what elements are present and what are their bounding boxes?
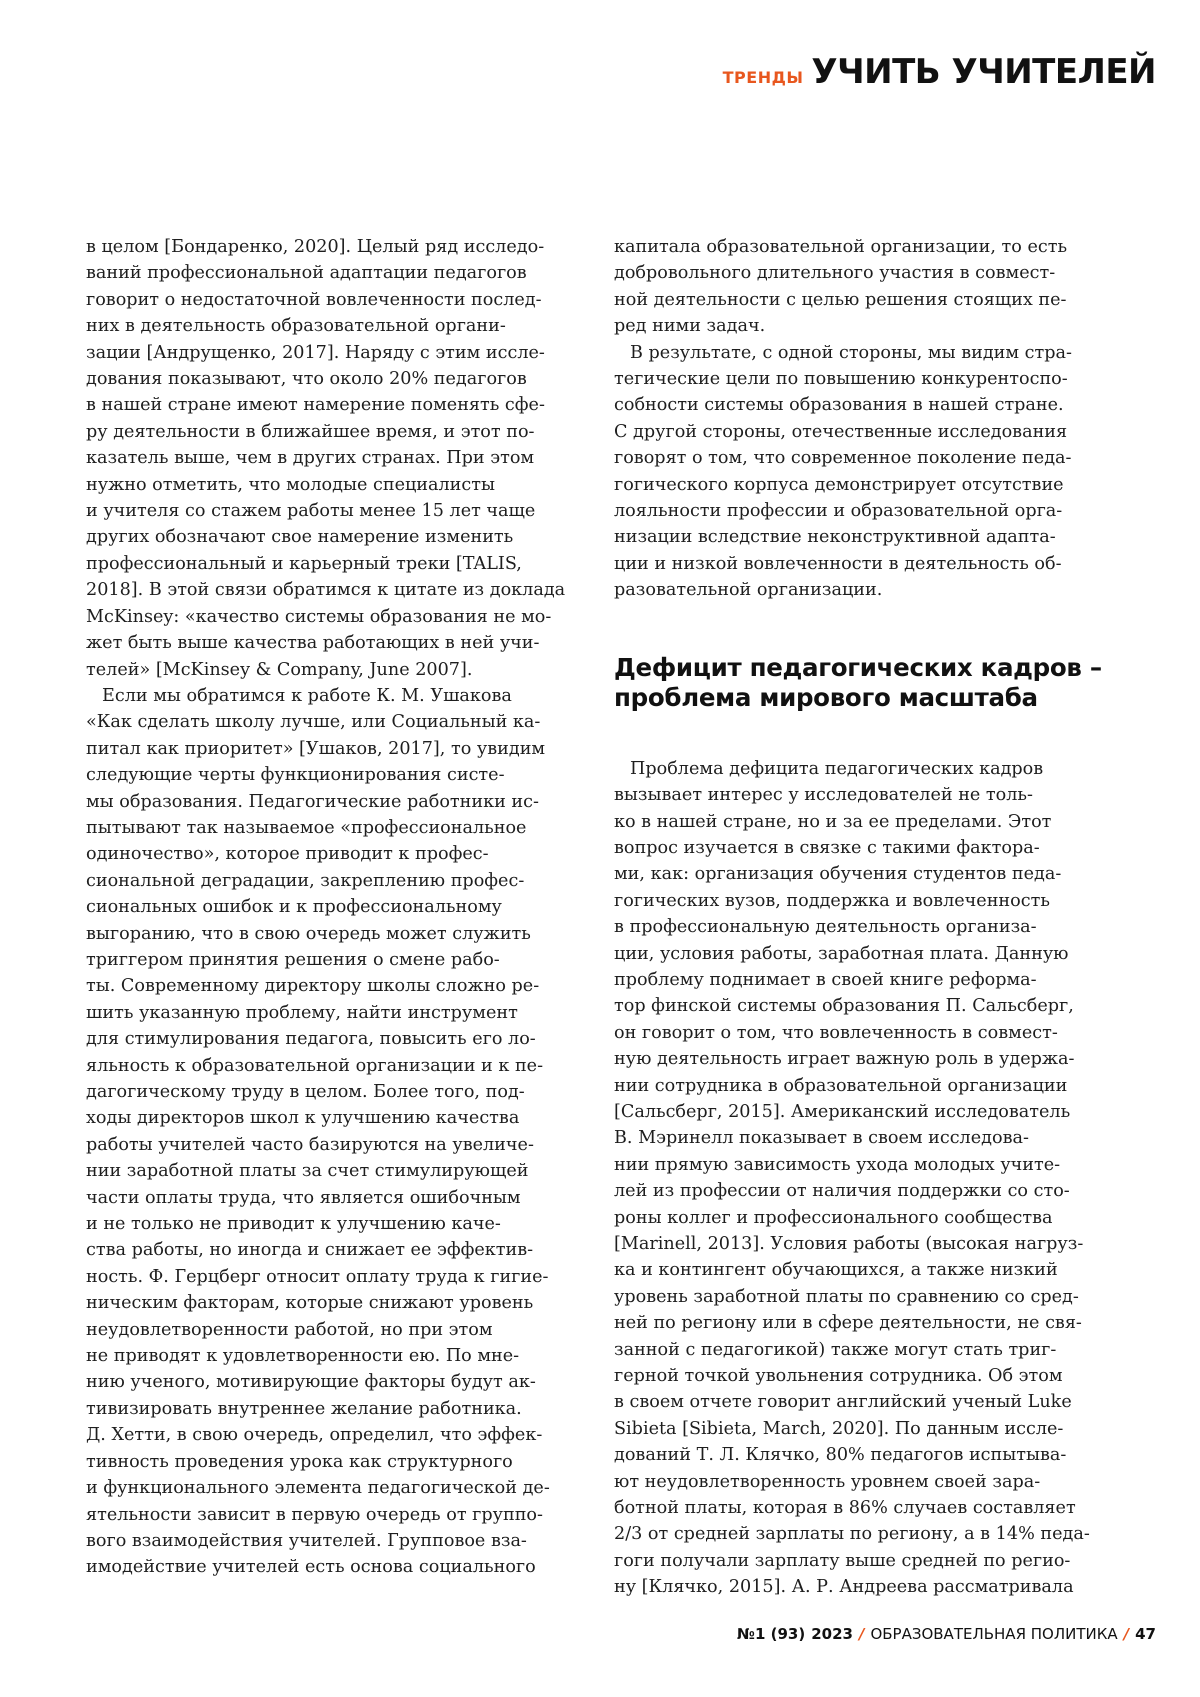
separator-slash: / <box>859 1625 864 1643</box>
section-heading: Дефицит педагогических кадров – проблема мирового масштаба <box>614 653 1114 713</box>
left-column <box>86 234 592 1581</box>
paragraph: в целом [Бондаренко, 2020]. Целый ряд исследо- ваний профессиональной адаптации педагогов говорит о недостаточной вовлеченности послед- них в деятельность образовательной органи- зации [Андрущенко, 2017]. Наряду с этим иссле- дования показывают, что около 20% педагогов в нашей стране имеют намерение поменять сфе- ру деятельности в ближайшее время, и этот по- казатель выше, чем в других странах. При этом нужно отметить, что молодые специалисты и учителя со стажем работы менее 15 лет чаще других обозначают свое намерение изменить профессиональный и карьерный треки [TALIS, 2018]. В этой связи обратимся к цитате из доклада McKinsey: «качество системы образования не мо- жет быть выше качества работающих в ней учи- телей» [McKinsey & Company, June 2007]. <box>86 234 592 683</box>
right-column <box>614 234 1114 1601</box>
journal-name: ОБРАЗОВАТЕЛЬНАЯ ПОЛИТИКА <box>870 1625 1117 1643</box>
running-header <box>723 52 1156 92</box>
paragraph: Проблема дефицита педагогических кадров вызывает интерес у исследователей не толь- ко в нашей стране, но и за ее пределами. Этот вопрос изучается в связке с такими фактора- ми, как: организация обучения студентов педа- гогических вузов, поддержка и вовлеченность в профессиональную деятельность организа- ции, условия работы, заработная плата. Данную проблему поднимает в своей книге реформа- тор финской системы образования П. Сальсберг, он говорит о том, что вовлеченность в совмест- ную деятельность играет важную роль в удержа- нии сотрудника в образовательной организации [Сальсберг, 2015]. Американский исследователь В. Мэринелл показывает в своем исследова- нии прямую зависимость ухода молодых учите- лей из профессии от наличия поддержки со сто- роны коллег и профессионального сообщества [Marinell, 2013]. Условия работы (высокая нагруз- ка и контингент обучающихся, а также низкий уровень заработной платы по сравнению со сред- ней по региону или в сфере деятельности, не свя- занной с педагогикой) также могут стать триг- герной точкой увольнения сотрудника. Об этом в своем отчете говорит английский ученый Luke Sibieta [Sibieta, March, 2020]. По данным иссле- дований Т. Л. Клячко, 80% педагогов испытыва- ют неудовлетворенность уровнем своей зара- ботной платы, которая в 86% случаев составляет 2/3 от средней зарплаты по региону, а в 14% педа- гоги получали зарплату выше средней по регио- ну [Клячко, 2015]. А. Р. Андреева рассматривала <box>614 756 1114 1601</box>
paragraph: капитала образовательной организации, то есть добровольного длительного участия в совмест- ной деятельности с целью решения стоящих пе- ред ними задач. <box>614 234 1114 340</box>
section-label: ТРЕНДЫ <box>723 68 804 87</box>
page-number: 47 <box>1135 1625 1156 1643</box>
paragraph: Если мы обратимся к работе К. М. Ушакова «Как сделать школу лучше, или Социальный ка- питал как приоритет» [Ушаков, 2017], то увидим следующие черты функционирования систе- мы образования. Педагогические работники ис- пытывают так называемое «профессиональное одиночество», которое приводит к профес- сиональной деградации, закреплению профес- сиональных ошибок и к профессиональному выгоранию, что в свою очередь может служить триггером принятия решения о смене рабо- ты. Современному директору школы сложно ре- шить указанную проблему, найти инструмент для стимулирования педагога, повысить его ло- яльность к образовательной организации и к пе- дагогическому труду в целом. Более того, под- ходы директоров школ к улучшению качества работы учителей часто базируются на увеличе- нии заработной платы за счет стимулирующей части оплаты труда, что является ошибочным и не только не приводит к улучшению каче- ства работы, но иногда и снижает ее эффектив- ность. Ф. Герцберг относит оплату труда к гигие- ническим факторам, которые снижают уровень неудовлетворенности работой, но при этом не приводят к удовлетворенности ею. По мне- нию ученого, мотивирующие факторы будут ак- тивизировать внутреннее желание работника. Д. Хетти, в свою очередь, определил, что эффек- тивность проведения урока как структурного и функционального элемента педагогической де- ятельности зависит в первую очередь от группо- вого взаимодействия учителей. Групповое вза- имодействие учителей есть основа социального <box>86 683 592 1581</box>
paragraph: В результате, с одной стороны, мы видим стра- тегические цели по повышению конкурентоспо- собности системы образования в нашей стране. С другой стороны, отечественные исследования говорят о том, что современное поколение педа- гогического корпуса демонстрирует отсутствие лояльности профессии и образовательной орга- низации вследствие неконструктивной адапта- ции и низкой вовлеченности в деятельность об- разовательной организации. <box>614 340 1114 604</box>
separator-slash: / <box>1124 1625 1129 1643</box>
article-title: УЧИТЬ УЧИТЕЛЕЙ <box>811 52 1156 92</box>
issue-year: 2023 <box>811 1625 853 1643</box>
page-footer <box>737 1625 1156 1643</box>
issue-number: №1 (93) <box>737 1625 805 1643</box>
